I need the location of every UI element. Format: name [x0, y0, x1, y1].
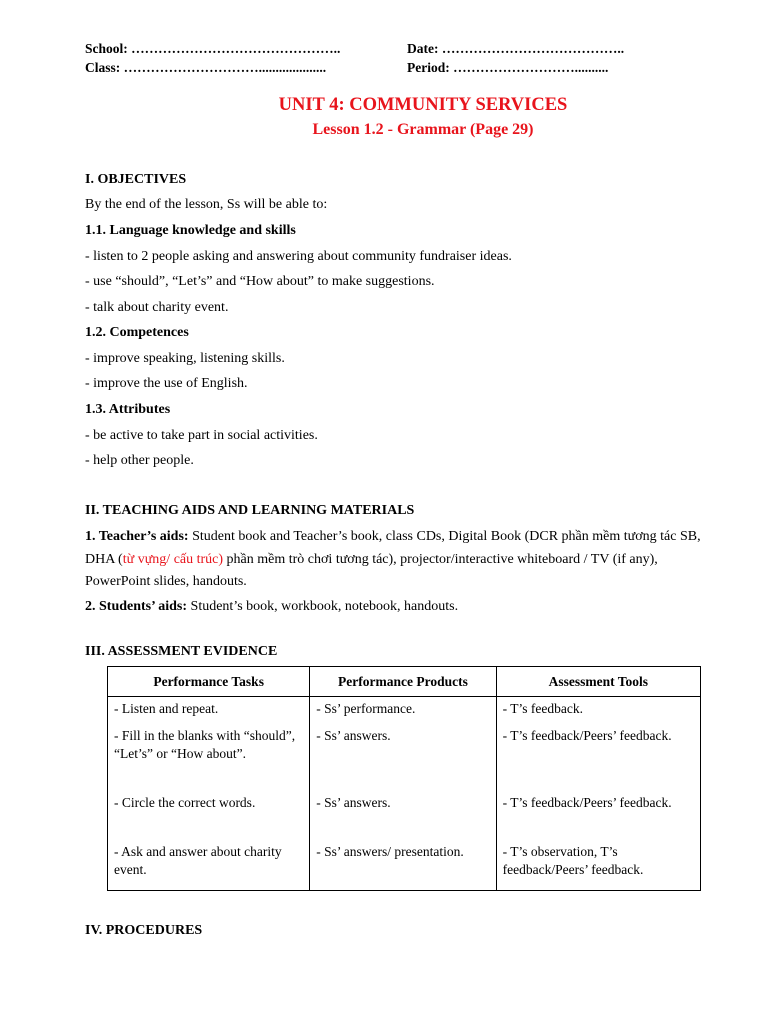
teacher-aids-paragraph — [85, 526, 710, 594]
school-label: School: — [85, 41, 128, 56]
table-cell: - Listen and repeat. — [108, 697, 310, 728]
students-aids-paragraph — [85, 596, 710, 619]
attribute-item: - help other people. — [85, 453, 194, 468]
table-row — [108, 794, 701, 843]
competence-item: - improve the use of English. — [85, 376, 248, 391]
table-cell: - Ss’ performance. — [310, 697, 496, 728]
competences-heading: 1.2. Competences — [85, 325, 189, 340]
table-cell: - T’s feedback/Peers’ feedback. — [496, 727, 700, 794]
objective-item: - use “should”, “Let’s” and “How about” to make suggestions. — [85, 274, 435, 289]
competence-item: - improve speaking, listening skills. — [85, 351, 285, 366]
school-dots: ……………………………………….. — [131, 41, 341, 56]
table-cell: - Ss’ answers. — [310, 727, 496, 794]
table-row — [108, 727, 701, 794]
table-row — [108, 697, 701, 728]
aids-heading: II. TEACHING AIDS AND LEARNING MATERIALS — [85, 503, 415, 518]
date-dots: ………………………………….. — [441, 41, 625, 56]
class-field — [85, 60, 326, 76]
procedures-heading: IV. PROCEDURES — [85, 923, 203, 938]
teacher-aids-label: 1. Teacher’s aids: — [85, 529, 189, 544]
table-cell: - Ask and answer about charity event. — [108, 843, 310, 891]
objective-item: - listen to 2 people asking and answering about community fundraiser ideas. — [85, 249, 512, 264]
objectives-intro: By the end of the lesson, Ss will be able to: — [85, 197, 328, 212]
attributes-heading: 1.3. Attributes — [85, 402, 171, 417]
table-cell: - Ss’ answers/ presentation. — [310, 843, 496, 891]
assessment-table — [107, 666, 701, 891]
table-row — [108, 843, 701, 891]
period-dots: ……………………….......... — [453, 60, 609, 75]
assessment-heading: III. ASSESSMENT EVIDENCE — [85, 644, 278, 659]
column-header: Performance Products — [310, 667, 496, 697]
table-cell: - Ss’ answers. — [310, 794, 496, 843]
teacher-aids-text-cont: phần mềm trò chơi tương tác), projector/interactive whiteboard / TV (if any), PowerPoint slides, handouts. — [85, 551, 658, 589]
teacher-aids-text: Student book and Teacher’s book, class CDs, Digital Book (DCR phần mềm tương tác SB, DHA ( — [85, 529, 701, 567]
teacher-aids-red-text: từ vựng/ cấu trúc) — [122, 551, 224, 567]
objective-item: - talk about charity event. — [85, 300, 229, 315]
lesson-title: Lesson 1.2 - Grammar (Page 29) — [312, 121, 534, 138]
date-field — [407, 41, 624, 57]
attribute-item: - be active to take part in social activities. — [85, 428, 318, 443]
column-header: Assessment Tools — [496, 667, 700, 697]
table-cell: - T’s observation, T’s feedback/Peers’ feedback. — [496, 843, 700, 891]
table-cell: - Fill in the blanks with “should”, “Let’s” or “How about”. — [108, 727, 310, 794]
table-cell: - T’s feedback/Peers’ feedback. — [496, 794, 700, 843]
table-header-row — [108, 667, 701, 697]
objectives-heading: I. OBJECTIVES — [85, 172, 187, 187]
table-cell: - Circle the correct words. — [108, 794, 310, 843]
school-field — [85, 41, 340, 57]
date-label: Date: — [407, 41, 439, 56]
period-label: Period: — [407, 60, 450, 75]
class-dots: ………………………….................... — [123, 60, 327, 75]
column-header: Performance Tasks — [108, 667, 310, 697]
class-label: Class: — [85, 60, 121, 75]
period-field — [407, 60, 608, 76]
students-aids-label: 2. Students’ aids: — [85, 599, 188, 614]
table-cell: - T’s feedback. — [496, 697, 700, 728]
students-aids-text: Student’s book, workbook, notebook, handouts. — [187, 599, 459, 614]
unit-title: UNIT 4: COMMUNITY SERVICES — [278, 95, 568, 115]
language-knowledge-heading: 1.1. Language knowledge and skills — [85, 223, 296, 238]
